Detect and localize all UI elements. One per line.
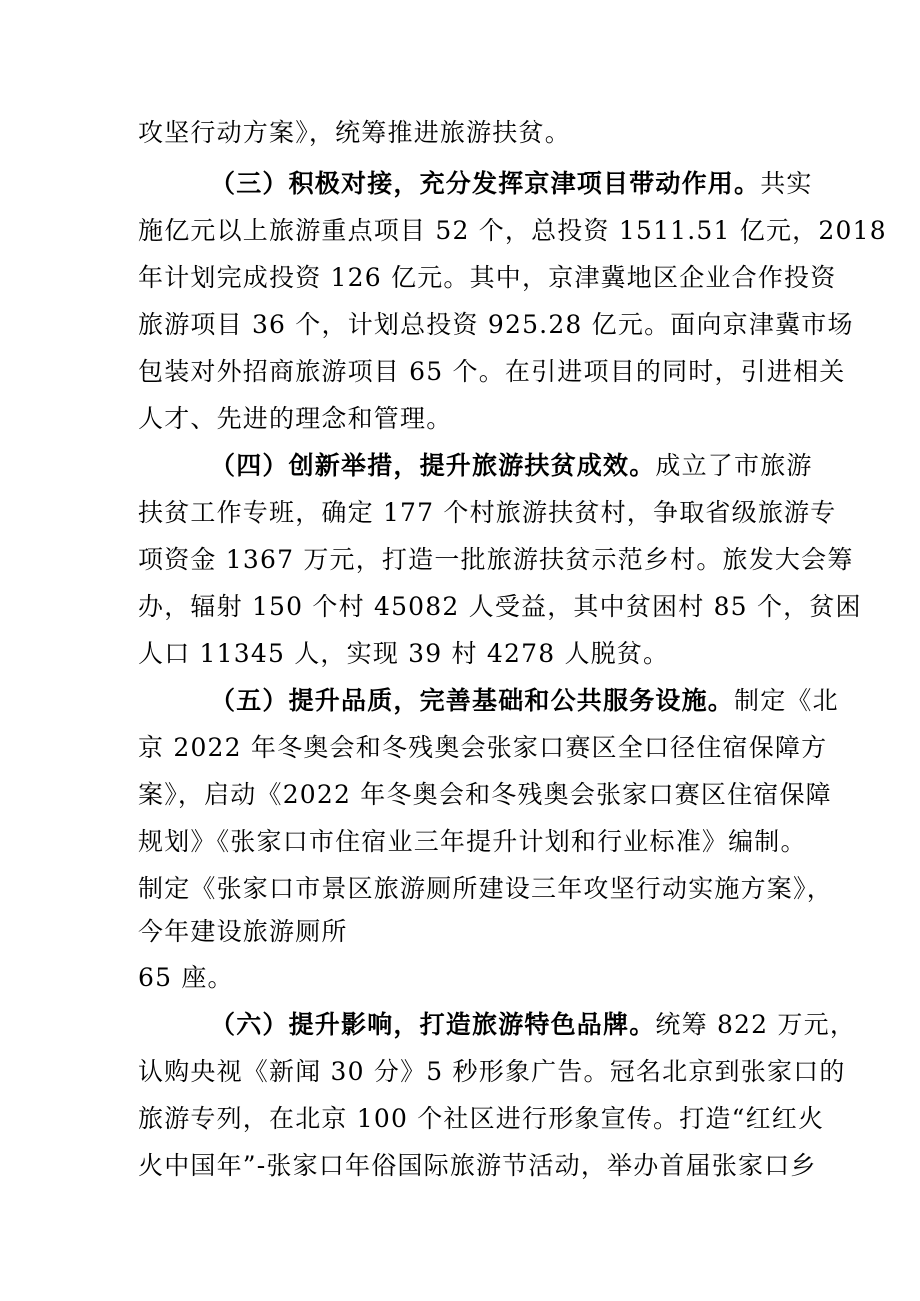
section-title: （六）提升影响，打造旅游特色品牌。 [210, 1010, 656, 1039]
text-line: 人才、先进的理念和管理。 [138, 404, 453, 433]
section-title: （三）积极对接，充分发挥京津项目带动作用。 [210, 169, 761, 198]
text-line: 项资金 1367 万元，打造一批旅游扶贫示范乡村。旅发大会筹 [138, 545, 854, 574]
text-line: 攻坚行动方案》，统筹推进旅游扶贫。 [138, 118, 571, 147]
text-line: 旅游项目 36 个，计划总投资 925.28 亿元。面向京津冀市场 [138, 310, 854, 339]
text-line: 包装对外招商旅游项目 65 个。在引进项目的同时，引进相关 [138, 357, 846, 386]
text-line: 65 座。 [138, 963, 234, 992]
text-line: 规划》《张家口市住宿业三年提升计划和行业标准》编制。 [138, 827, 807, 856]
text-line: 认购央视《新闻 30 分》5 秒形象广告。冠名北京到张家口的 [138, 1057, 846, 1086]
section-heading-6: （六）提升影响，打造旅游特色品牌。统筹 822 万元， [210, 1010, 857, 1039]
section-title: （五）提升品质，完善基础和公共服务设施。 [210, 686, 735, 715]
text-line: 办，辐射 150 个村 45082 人受益，其中贫困村 85 个，贫困 [138, 592, 862, 621]
section-heading-3: （三）积极对接，充分发挥京津项目带动作用。共实 [210, 169, 813, 198]
section-title: （四）创新举措，提升旅游扶贫成效。 [210, 451, 656, 480]
text-line: 案》，启动《2022 年冬奥会和冬残奥会张家口赛区住宿保障 [138, 780, 832, 809]
text-line: 扶贫工作专班，确定 177 个村旅游扶贫村，争取省级旅游专 [138, 498, 837, 527]
text-line: 施亿元以上旅游重点项目 52 个，总投资 1511.51 亿元，2018 [138, 216, 887, 245]
text-line: 年计划完成投资 126 亿元。其中，京津冀地区企业合作投资 [138, 263, 837, 292]
text-line: 制定《张家口市景区旅游厕所建设三年攻坚行动实施方案》， [138, 874, 833, 903]
section-heading-5: （五）提升品质，完善基础和公共服务设施。制定《北 [210, 686, 839, 715]
text-line: 京 2022 年冬奥会和冬残奥会张家口赛区全口径住宿保障方 [138, 733, 828, 762]
text-line: 火中国年”-张家口年俗国际旅游节活动，举办首届张家口乡 [138, 1151, 817, 1180]
text-line: 人口 11345 人，实现 39 村 4278 人脱贫。 [138, 639, 670, 668]
section-heading-4: （四）创新举措，提升旅游扶贫成效。成立了市旅游 [210, 451, 813, 480]
text-line: 旅游专列，在北京 100 个社区进行形象宣传。打造“红红火 [138, 1104, 825, 1133]
text-line: 今年建设旅游厕所 [138, 917, 348, 946]
